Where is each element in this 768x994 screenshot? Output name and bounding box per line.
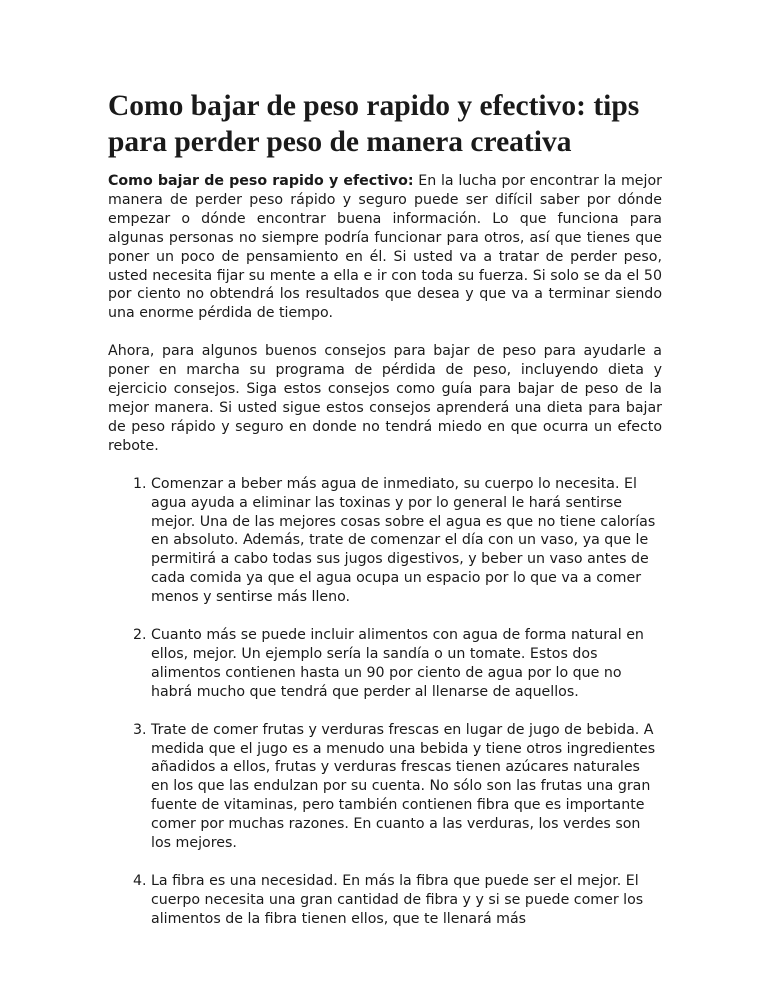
paragraph-2: Ahora, para algunos buenos consejos para bajar de peso para ayudarle a poner en marcha su programa de pérdida de peso, incluyendo dieta y ejercicio consejos. Siga estos consejos como guía para bajar de peso de la mejor manera. Si usted sigue estos consejos aprenderá una dieta para bajar de peso rápido y seguro en donde no tendrá miedo en que ocurra un efecto rebote. [108, 343, 662, 454]
tip-item-3: 3. Trate de comer frutas y verduras frescas en lugar de jugo de bebida. A medida que el jugo es a menudo una bebida y tiene otros ingredientes añadidos a ellos, frutas y verduras frescas tienen azúcares naturales en los que las endulzan por su cuenta. No sólo son las frutas una gran fuente de vitaminas, pero también contienen fibra que es importante comer por muchas razones. En cuanto a las verduras, los verdes son los mejores. [151, 721, 662, 853]
intro-lead: Como bajar de peso rapido y efectivo: [108, 173, 414, 189]
tip-item-1: 1. Comenzar a beber más agua de inmediato, su cuerpo lo necesita. El agua ayuda a eliminar las toxinas y por lo general le hará sentirse mejor. Una de las mejores cosas sobre el agua es que no tiene calorías en absoluto. Además, trate de comenzar el día con un vaso, ya que le permitirá a cabo todas sus jugos digestivos, y beber un vaso antes de cada comida ya que el agua ocupa un espacio por lo que va a comer menos y sentirse más lleno. [151, 475, 662, 607]
document-page [108, 88, 662, 948]
tip-item-4: 4. La fibra es una necesidad. En más la fibra que puede ser el mejor. El cuerpo necesita una gran cantidad de fibra y y si se puede comer los alimentos de la fibra tienen ellos, que te llenará más [151, 872, 662, 929]
document-title: Como bajar de peso rapido y efectivo: tips para perder peso de manera creativa [108, 90, 640, 158]
intro-text: En la lucha por encontrar la mejor manera de perder peso rápido y seguro puede ser difícil saber por dónde empezar o dónde encontrar buena información. Lo que funciona para algunas personas no siempre podría funcionar para otros, así que tienes que poner un poco de pensamiento en él. Si usted va a tratar de perder peso, usted necesita fijar su mente a ella e ir con toda su fuerza. Si solo se da el 50 por ciento no obtendrá los resultados que desea y que va a terminar siendo una enorme pérdida de tiempo. [108, 173, 662, 322]
tips-list [108, 475, 662, 929]
tip-item-2: 2. Cuanto más se puede incluir alimentos con agua de forma natural en ellos, mejor. Un ejemplo sería la sandía o un tomate. Estos dos alimentos contienen hasta un 90 por ciento de agua por lo que no habrá mucho que tendrá que perder al llenarse de aquellos. [151, 626, 662, 702]
intro-paragraph [108, 172, 662, 323]
